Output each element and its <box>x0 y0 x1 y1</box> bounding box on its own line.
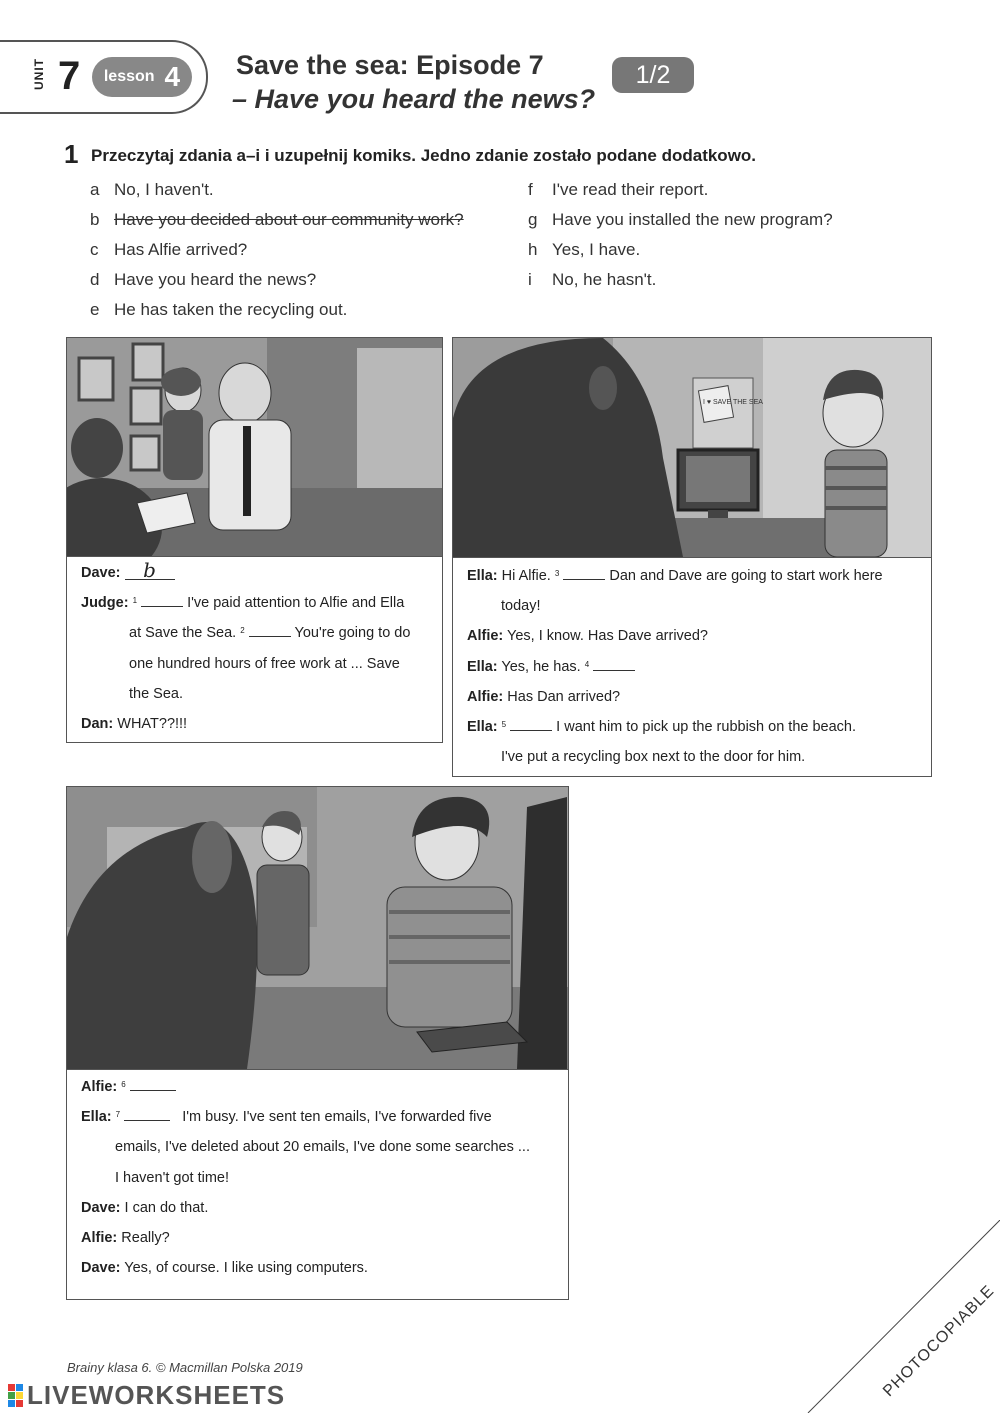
answer-blank-5[interactable] <box>510 718 552 731</box>
answer-blank-7[interactable] <box>124 1108 170 1121</box>
option-e: e He has taken the recycling out. <box>90 300 348 319</box>
answer-blank-6[interactable] <box>130 1078 176 1091</box>
comic-illustration-office <box>67 338 442 557</box>
comic-panel-3 <box>66 786 569 1300</box>
answer-blank-1[interactable] <box>141 594 183 607</box>
option-a: a No, I haven't. <box>90 180 214 199</box>
panel-2-dialogue <box>467 561 921 772</box>
exercise-number: 1 <box>64 139 79 169</box>
liveworksheets-logo[interactable] <box>8 1380 285 1411</box>
lesson-number: 4 <box>164 61 181 92</box>
dialogue-line: Ella: Hi Alfie. $^3$ Dan and Dave are going to start work here <box>467 568 883 584</box>
unit-number: 7 <box>58 54 81 98</box>
exercise-instruction: Przeczytaj zdania a–i i uzupełnij komiks. Jedno zdanie zostało podane dodatkowo. <box>91 146 757 165</box>
dialogue-line: Ella: $^5$ I want him to pick up the rubbish on the beach. <box>467 719 857 736</box>
dialogue-line: Alfie: Has Dan arrived? <box>467 688 621 705</box>
dialogue-line: I haven't got time! <box>115 1169 229 1186</box>
poster-text: I ♥ SAVE THE SEA <box>703 399 763 406</box>
page-title: Save the sea: Episode 7 <box>236 50 544 80</box>
photocopiable-label: PHOTOCOPIABLE <box>880 1282 998 1401</box>
option-g: g Have you installed the new program? <box>528 210 833 229</box>
dialogue-line: Alfie: $^6$ <box>81 1072 558 1102</box>
option-d: d Have you heard the news? <box>90 270 317 289</box>
option-i: i No, he hasn't. <box>528 270 657 289</box>
comic-panel-2 <box>452 337 932 777</box>
answer-blank-example[interactable]: b <box>125 561 175 580</box>
dialogue-line: today! <box>501 598 541 615</box>
dialogue-line: emails, I've deleted about 20 emails, I've done some searches ... <box>115 1139 530 1156</box>
lesson-label: lesson <box>103 68 155 85</box>
dialogue-line: the Sea. <box>129 685 184 702</box>
dialogue-line: Ella: $^7$ I'm busy. I've sent ten emails, I've forwarded five <box>81 1109 492 1126</box>
dialogue-line: Judge: $^1$ I've paid attention to Alfie and Ella <box>81 595 405 612</box>
dialogue-line: one hundred hours of free work at ... Save <box>129 655 400 672</box>
panel-3-dialogue <box>81 1072 558 1283</box>
dialogue-line: I've put a recycling box next to the door for him. <box>501 749 806 766</box>
comic-panel-1 <box>66 337 443 743</box>
dialogue-line: Dave: b <box>81 558 432 588</box>
dialogue-line: Dave: Yes, of course. I like using computers. <box>81 1260 368 1277</box>
comic-illustration-team <box>67 787 568 1070</box>
option-c: c Has Alfie arrived? <box>90 240 248 259</box>
copyright-credit: Brainy klasa 6. © Macmillan Polska 2019 <box>67 1360 303 1375</box>
dialogue-line: Ella: Yes, he has. $^4$ <box>467 652 921 682</box>
logo-text: LIVEWORKSHEETS <box>27 1380 286 1410</box>
dialogue-line: Alfie: Really? <box>81 1230 170 1247</box>
answer-blank-2[interactable] <box>249 624 291 637</box>
comic-illustration-computer-room <box>453 338 931 558</box>
dialogue-line: Dave: I can do that. <box>81 1199 209 1216</box>
dialogue-line: at Save the Sea. $^2$ You're going to do <box>129 625 411 642</box>
option-b: b Have you decided about our community work? <box>90 210 464 229</box>
option-h: h Yes, I have. <box>528 240 641 259</box>
logo-blocks-icon <box>8 1384 23 1407</box>
lesson-pill <box>92 57 192 97</box>
page-subtitle: – Have you heard the news? <box>232 84 596 114</box>
dialogue-line: Dan: WHAT??!!! <box>81 716 188 733</box>
option-f: f I've read their report. <box>528 180 709 199</box>
dialogue-line: Alfie: Yes, I know. Has Dave arrived? <box>467 628 708 645</box>
panel-1-dialogue <box>81 558 432 739</box>
unit-label: UNIT <box>32 58 46 90</box>
answer-blank-3[interactable] <box>563 567 605 580</box>
page-badge: 1/2 <box>612 57 694 93</box>
answer-blank-4[interactable] <box>593 658 635 671</box>
